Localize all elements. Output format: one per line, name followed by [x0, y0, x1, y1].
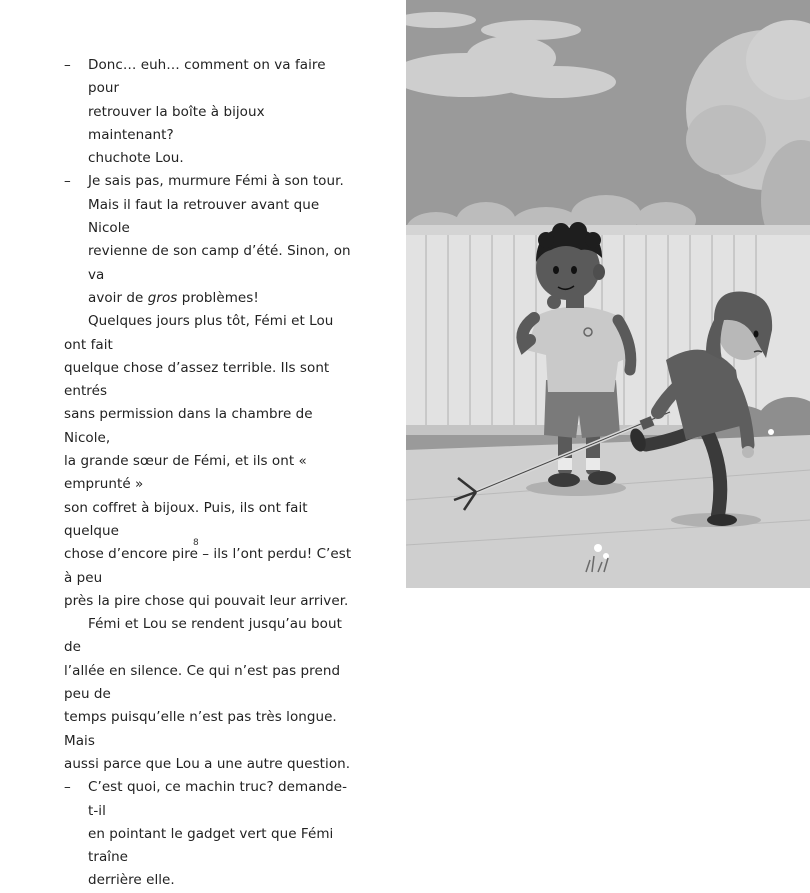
- text-line: son coffret à bijoux. Puis, ils ont fait quelque: [64, 499, 308, 539]
- text-line: avoir de: [88, 289, 148, 306]
- text-line: C’est quoi, ce machin truc? demande-t-il: [88, 779, 348, 819]
- text-line: derrière elle.: [88, 872, 175, 889]
- text-line: Donc… euh… comment on va faire pour: [88, 57, 326, 97]
- text-line: Quelques jours plus tôt, Fémi et Lou ont fait: [64, 313, 334, 353]
- emphasis-word: gros: [147, 289, 178, 306]
- text-line: près la pire chose qui pouvait leur arriver.: [64, 592, 349, 609]
- story-illustration: [406, 0, 810, 588]
- text-line: l’allée en silence. Ce qui n’est pas prend peu de: [64, 662, 341, 703]
- page-number: 8: [193, 538, 199, 548]
- text-line: chuchote Lou.: [88, 150, 184, 167]
- dialogue-dash: –: [64, 57, 71, 73]
- dialogue-dash: –: [64, 779, 71, 796]
- dialogue-paragraph-1: [64, 54, 354, 170]
- ground: [406, 435, 810, 588]
- text-page: [0, 0, 405, 889]
- text-line: chose d’encore pire – ils l’ont perdu! C’est à peu: [64, 546, 352, 586]
- dialogue-paragraph-3: [64, 776, 354, 892]
- text-line: revienne de son camp d’été. Sinon, on va: [88, 243, 351, 283]
- text-line: quelque chose d’assez terrible. Ils sont entrés: [64, 359, 330, 400]
- text-line: aussi parce que Lou a une autre question.: [64, 755, 351, 772]
- text-line: en pointant le gadget vert que Fémi traîne: [88, 825, 334, 866]
- dialogue-dash: –: [64, 173, 71, 190]
- text-line: sans permission dans la chambre de Nicole,: [64, 406, 313, 446]
- text-line: Fémi et Lou se rendent jusqu’au bout de: [64, 616, 342, 656]
- narration-paragraph-1: [64, 310, 354, 613]
- text-line: problèmes!: [177, 289, 259, 306]
- text-line: temps puisqu’elle n’est pas très longue. Mais: [64, 709, 337, 749]
- text-line: Mais il faut la retrouver avant que Nicole: [88, 196, 320, 237]
- text-line: la grande sœur de Fémi, et ils ont « emprunté »: [64, 453, 307, 493]
- dialogue-paragraph-2: [64, 170, 354, 310]
- illustration-svg: [406, 0, 810, 588]
- text-line: retrouver la boîte à bijoux maintenant?: [88, 103, 265, 143]
- text-line: Je sais pas, murmure Fémi à son tour.: [88, 173, 344, 190]
- story-text: [64, 54, 354, 893]
- narration-paragraph-2: [64, 613, 354, 776]
